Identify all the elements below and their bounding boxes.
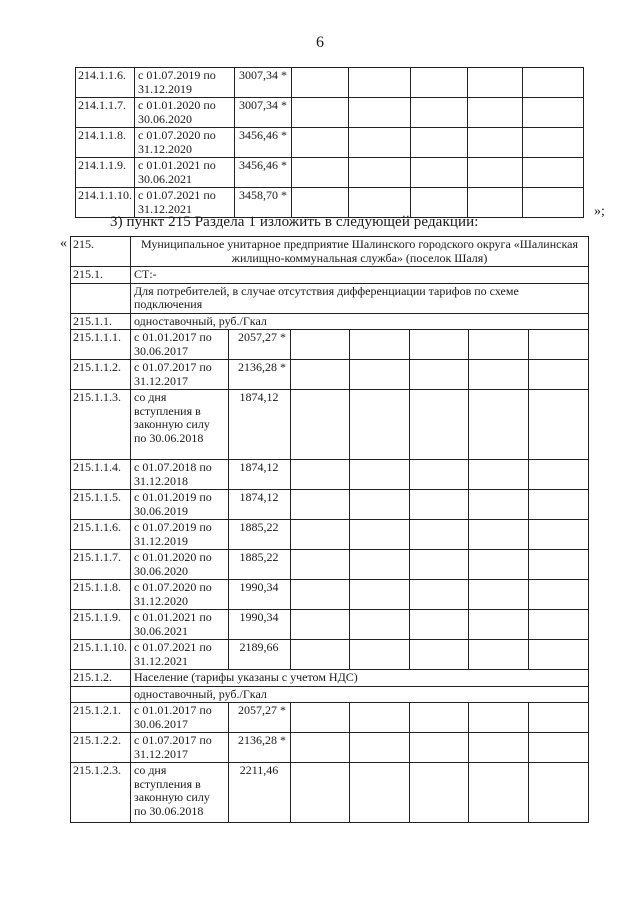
tariff-table-continued — [75, 67, 584, 218]
tariff-value: 1874,12 — [229, 460, 291, 490]
row-number: 215.1.1.8. — [71, 580, 131, 610]
empty-cell — [410, 763, 469, 823]
tariff-value: 2057,27 * — [229, 330, 291, 360]
period: с 01.07.2020 по 31.12.2020 — [135, 128, 235, 158]
empty-cell — [350, 490, 410, 520]
table-row — [71, 703, 589, 733]
period: с 01.07.2021 по 31.12.2021 — [135, 188, 235, 218]
closing-quote: »; — [594, 204, 605, 219]
empty-cell — [292, 68, 349, 98]
tariff-value: 3007,34 * — [235, 98, 292, 128]
empty-cell — [469, 703, 529, 733]
empty-cell — [529, 330, 589, 360]
instruction-text: 3) пункт 215 Раздела 1 изложить в следующей редакции: — [110, 214, 479, 230]
empty-cell — [469, 330, 529, 360]
table-row — [71, 330, 589, 360]
period: с 01.07.2019 по 31.12.2019 — [135, 68, 235, 98]
table-row — [71, 520, 589, 550]
row-number: 215.1.2. — [71, 670, 131, 687]
table-row — [71, 360, 589, 390]
row-number: 215.1.2.2. — [71, 733, 131, 763]
empty-cell — [410, 390, 469, 460]
empty-cell — [468, 188, 523, 218]
tariff-value: 2057,27 * — [229, 703, 291, 733]
empty-cell — [529, 360, 589, 390]
page-number: 6 — [316, 34, 324, 51]
empty-cell — [291, 763, 350, 823]
empty-cell — [411, 158, 468, 188]
table-row — [71, 580, 589, 610]
table-row — [71, 313, 589, 330]
period: с 01.01.2021 по 30.06.2021 — [135, 158, 235, 188]
empty-cell — [469, 640, 529, 670]
table-row — [76, 68, 584, 98]
tariff-value: 3007,34 * — [235, 68, 292, 98]
tariff-value: 3458,70 * — [235, 188, 292, 218]
empty-cell — [529, 610, 589, 640]
period: с 01.01.2020 по 30.06.2020 — [131, 550, 229, 580]
empty-cell — [291, 703, 350, 733]
empty-cell — [292, 188, 349, 218]
empty-cell — [292, 98, 349, 128]
empty-cell — [468, 128, 523, 158]
empty-cell — [523, 98, 584, 128]
empty-cell — [349, 68, 411, 98]
empty-cell — [469, 490, 529, 520]
period: с 01.07.2021 по 31.12.2021 — [131, 640, 229, 670]
empty-cell — [529, 550, 589, 580]
empty-cell — [292, 128, 349, 158]
empty-cell — [469, 733, 529, 763]
tariff-value: 1874,12 — [229, 490, 291, 520]
empty-cell — [523, 68, 584, 98]
empty-cell — [469, 580, 529, 610]
empty-cell — [529, 763, 589, 823]
empty-cell — [410, 640, 469, 670]
empty-cell — [469, 460, 529, 490]
empty-cell — [469, 360, 529, 390]
empty-cell — [529, 460, 589, 490]
empty-cell — [291, 520, 350, 550]
empty-cell — [410, 703, 469, 733]
table-row — [76, 98, 584, 128]
empty-cell — [529, 703, 589, 733]
table-row — [76, 188, 584, 218]
empty-cell — [410, 550, 469, 580]
empty-cell — [468, 98, 523, 128]
row-number: 215.1.1.3. — [71, 390, 131, 460]
period: с 01.07.2017 по 31.12.2017 — [131, 360, 229, 390]
empty-cell — [292, 158, 349, 188]
table-row — [71, 237, 589, 267]
tariff-value: 1990,34 — [229, 610, 291, 640]
empty-cell — [350, 360, 410, 390]
row-number: 215.1. — [71, 267, 131, 284]
empty-cell — [349, 128, 411, 158]
row-number: 215. — [71, 237, 131, 267]
row-number: 214.1.1.10. — [76, 188, 135, 218]
empty-cell — [468, 158, 523, 188]
tariff-value: 2136,28 * — [229, 360, 291, 390]
tariff-value: 3456,46 * — [235, 128, 292, 158]
table-row — [76, 128, 584, 158]
empty-cell — [523, 188, 584, 218]
empty-cell — [291, 490, 350, 520]
table-row — [71, 390, 589, 460]
empty-cell — [529, 520, 589, 550]
empty-cell — [523, 128, 584, 158]
tariff-value: 2189,66 — [229, 640, 291, 670]
period: с 01.01.2019 по 30.06.2019 — [131, 490, 229, 520]
empty-cell — [410, 460, 469, 490]
empty-cell — [350, 733, 410, 763]
table-row — [71, 686, 589, 703]
row-number: 215.1.1.7. — [71, 550, 131, 580]
period: со дня вступления в законную силу по 30.06.2018 — [131, 763, 229, 823]
table-row — [76, 158, 584, 188]
empty-cell — [350, 520, 410, 550]
row-number: 214.1.1.8. — [76, 128, 135, 158]
period: с 01.01.2021 по 30.06.2021 — [131, 610, 229, 640]
period: с 01.07.2020 по 31.12.2020 — [131, 580, 229, 610]
empty-cell — [529, 580, 589, 610]
empty-cell — [411, 98, 468, 128]
empty-cell — [410, 610, 469, 640]
empty-cell — [411, 128, 468, 158]
empty-cell — [291, 330, 350, 360]
period: со дня вступления в законную силу по 30.06.2018 — [131, 390, 229, 460]
row-number: 215.1.1. — [71, 313, 131, 330]
empty-cell — [410, 490, 469, 520]
empty-cell — [350, 763, 410, 823]
empty-cell — [411, 68, 468, 98]
empty-cell — [410, 733, 469, 763]
tariff-value: 3456,46 * — [235, 158, 292, 188]
period: с 01.07.2017 по 31.12.2017 — [131, 733, 229, 763]
row-number: 214.1.1.6. — [76, 68, 135, 98]
row-number: 215.1.1.6. — [71, 520, 131, 550]
empty-cell — [291, 360, 350, 390]
empty-cell — [529, 490, 589, 520]
population-label: Население (тарифы указаны с учетом НДС) — [131, 670, 589, 687]
table-row — [71, 550, 589, 580]
empty-cell — [410, 360, 469, 390]
empty-cell — [410, 580, 469, 610]
tariff-type: одноставочный, руб./Гкал — [131, 313, 589, 330]
empty-cell — [349, 158, 411, 188]
table-row — [71, 733, 589, 763]
empty-cell — [469, 610, 529, 640]
table-row — [71, 610, 589, 640]
table-row — [71, 640, 589, 670]
organization-name: Муниципальное унитарное предприятие Шалинского городского округа «Шалинская жилищно-коммунальная служба» (поселок Шаля) — [131, 237, 589, 267]
table-row — [71, 267, 589, 284]
empty-cell — [350, 550, 410, 580]
empty-cell — [350, 703, 410, 733]
tariff-value: 1990,34 — [229, 580, 291, 610]
empty-cell — [350, 580, 410, 610]
empty-cell — [350, 610, 410, 640]
row-number: 215.1.2.3. — [71, 763, 131, 823]
empty-cell — [350, 460, 410, 490]
row-number: 215.1.1.1. — [71, 330, 131, 360]
table-row — [71, 490, 589, 520]
tariff-value: 2211,46 — [229, 763, 291, 823]
empty-cell — [349, 188, 411, 218]
empty-cell — [469, 390, 529, 460]
tariff-value: 2136,28 * — [229, 733, 291, 763]
table-row — [71, 670, 589, 687]
empty-cell — [349, 98, 411, 128]
empty-cell — [529, 390, 589, 460]
empty-cell — [350, 640, 410, 670]
table-row — [71, 283, 589, 313]
empty-cell — [411, 188, 468, 218]
empty-cell — [291, 733, 350, 763]
period: с 01.07.2018 по 31.12.2018 — [131, 460, 229, 490]
row-number: 214.1.1.7. — [76, 98, 135, 128]
period: с 01.07.2019 по 31.12.2019 — [131, 520, 229, 550]
empty-cell — [529, 733, 589, 763]
row-number: 215.1.1.4. — [71, 460, 131, 490]
empty-cell — [291, 580, 350, 610]
consumers-note: Для потребителей, в случае отсутствия дифференциации тарифов по схеме подключения — [131, 283, 589, 313]
empty-cell — [529, 640, 589, 670]
row-number: 214.1.1.9. — [76, 158, 135, 188]
empty-cell — [350, 330, 410, 360]
empty-cell — [469, 763, 529, 823]
tariff-value: 1885,22 — [229, 550, 291, 580]
empty-cell — [410, 330, 469, 360]
period: с 01.01.2020 по 30.06.2020 — [135, 98, 235, 128]
empty-cell — [291, 550, 350, 580]
tariff-value: 1874,12 — [229, 390, 291, 460]
empty-cell — [350, 390, 410, 460]
tariff-value: 1885,22 — [229, 520, 291, 550]
empty-cell — [291, 610, 350, 640]
empty-cell — [469, 550, 529, 580]
heat-label: СТ:- — [131, 267, 589, 284]
opening-quote: « — [60, 236, 67, 251]
period: с 01.01.2017 по 30.06.2017 — [131, 703, 229, 733]
empty-cell — [523, 158, 584, 188]
row-number: 215.1.1.9. — [71, 610, 131, 640]
row-number: 215.1.1.5. — [71, 490, 131, 520]
empty-cell — [291, 390, 350, 460]
tariff-table-215 — [70, 236, 589, 823]
table-row — [71, 460, 589, 490]
empty-cell — [410, 520, 469, 550]
row-number: 215.1.1.10. — [71, 640, 131, 670]
row-number: 215.1.1.2. — [71, 360, 131, 390]
period: с 01.01.2017 по 30.06.2017 — [131, 330, 229, 360]
tariff-type: одноставочный, руб./Гкал — [131, 686, 589, 703]
empty-cell — [291, 640, 350, 670]
empty-cell — [291, 460, 350, 490]
empty-cell — [469, 520, 529, 550]
empty-cell — [468, 68, 523, 98]
table-row — [71, 763, 589, 823]
row-number: 215.1.2.1. — [71, 703, 131, 733]
